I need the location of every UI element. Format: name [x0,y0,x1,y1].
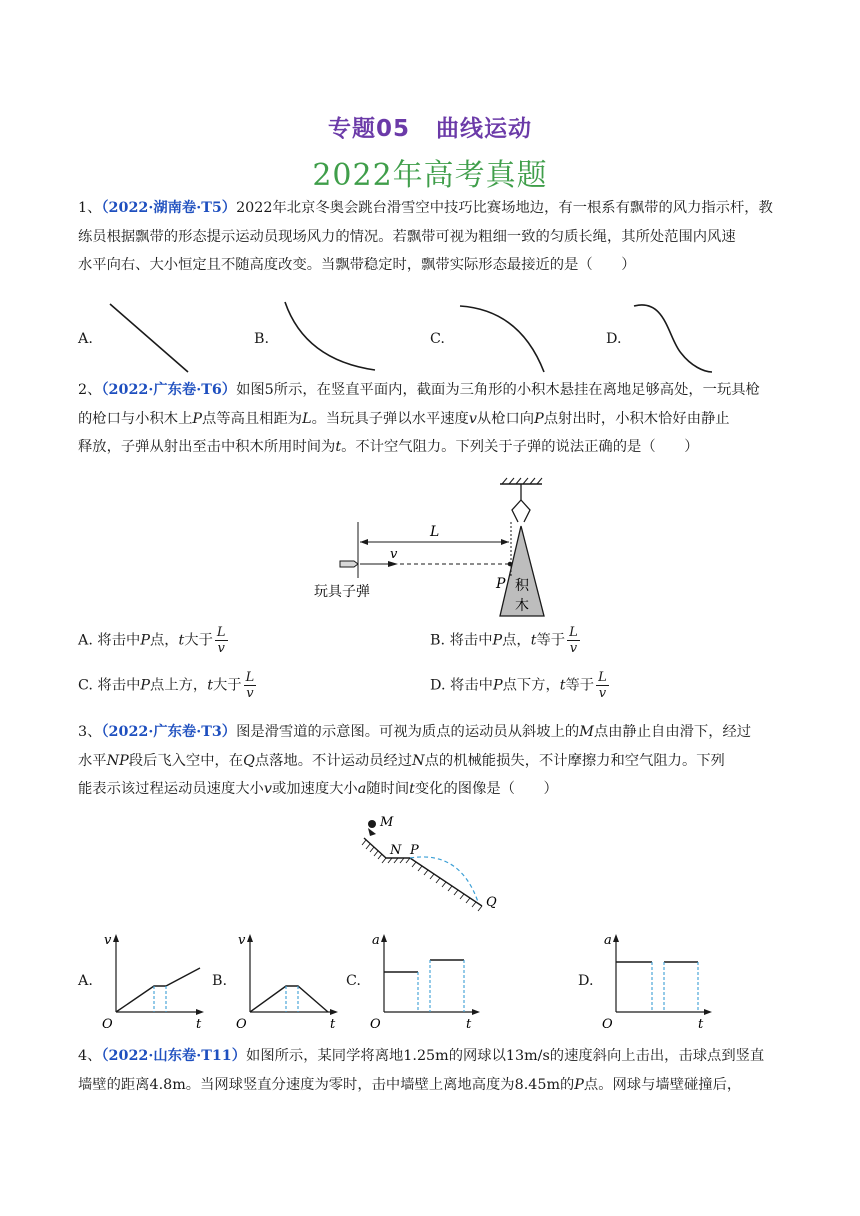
toy-bullet [340,561,358,567]
question-2-option-d: D. 将击中P点下方，t等于 $\frac{L}{v}$ [430,670,607,701]
svg-text:P: P [496,576,506,592]
question-1-option-a-label: A. [78,331,93,347]
question-1-option-d-label: D. [606,331,622,347]
svg-text:a: a [604,933,612,948]
svg-text:t: t [330,1017,336,1030]
question-1-option-a-figure [100,298,200,378]
question-3-option-a-label: A. [78,973,93,989]
question-3-option-c-graph [366,930,486,1030]
svg-text:M: M [380,815,394,830]
question-3-source-tag: （2022·广东卷·T3） [101,724,237,740]
skier-icon [368,820,376,828]
question-2-option-b: B. 将击中P点，t等于 $\frac{L}{v}$ [430,625,578,656]
svg-text:O: O [102,1017,113,1030]
question-4-source-tag: （2022·山东卷·T11） [101,1048,247,1064]
question-1-option-c-figure [450,298,560,378]
svg-text:v: v [390,547,398,562]
svg-text:O: O [602,1017,613,1030]
question-3-option-d-label: D. [578,973,594,989]
svg-text:Q: Q [486,895,497,910]
question-2-source-tag: （2022·广东卷·T6） [101,382,237,398]
svg-text:t: t [196,1017,202,1030]
svg-text:v: v [104,933,112,948]
page-title: 专题05 曲线运动 [327,116,532,142]
question-2-figure [300,476,570,626]
svg-text:a: a [372,933,380,948]
svg-text:玩具子弹: 玩具子弹 [314,584,370,600]
question-1-option-b-label: B. [254,331,270,347]
question-3-option-c-label: C. [346,973,361,989]
page-subtitle: 2022年高考真题 [312,158,548,193]
svg-text:木: 木 [515,598,529,614]
question-2-option-a: A. 将击中P点，t大于 $\frac{L}{v}$ [78,625,226,656]
question-3-option-b-graph [232,930,342,1030]
question-1-option-b-figure [275,298,385,378]
svg-text:v: v [238,933,246,948]
svg-text:O: O [236,1017,247,1030]
svg-text:N: N [390,843,402,858]
svg-text:积: 积 [515,578,529,594]
question-3-text: 3、（2022·广东卷·T3）图是滑雪道的示意图。可视为质点的运动员从斜坡上的M点由静止自由滑下，经过 水平NP段后飞入空中，在Q点落地。不计运动员经过N点的机械能损失，不计摩擦力和空气阻力。下列 能表示该过程运动员速度大小v或加速度大小a随时间t变化的图像是（ ） [78,724,752,797]
question-1-text: 1、（2022·湖南卷·T5）2022年北京冬奥会跳台滑雪空中技巧比赛场地边，有一根系有飘带的风力指示杆，教 练员根据飘带的形态提示运动员现场风力的情况。若飘带可视为粗细一致的匀质长绳，其所处范围内风速 水平向右、大小恒定且不随高度改变。当飘带稳定时，飘带实际形态最接近的是（ ） [78,200,773,273]
svg-text:O: O [370,1017,381,1030]
question-3-ski-slope-figure [350,812,510,922]
svg-text:P: P [410,843,419,858]
svg-text:t: t [466,1017,472,1030]
question-2-text: 2、（2022·广东卷·T6）如图5所示，在竖直平面内，截面为三角形的小积木悬挂在离地足够高处，一玩具枪 的枪口与小积木上P点等高且相距为L。当玩具子弹以水平速度v从枪口向P点射出时，小积木恰好由静止 释放，子弹从射出至击中积木所用时间为t。不计空气阻力。下列关于子弹的说法正确的是（ ） [78,382,760,455]
question-3-option-d-graph [598,930,718,1030]
question-3-option-a-graph [98,930,208,1030]
svg-text:L: L [430,524,440,540]
question-3-option-b-label: B. [212,973,228,989]
question-2-option-c: C. 将击中P点上方，t大于 $\frac{L}{v}$ [78,670,255,701]
question-1-option-c-label: C. [430,331,445,347]
question-1-option-d-figure [626,298,726,378]
question-4-text: 4、（2022·山东卷·T11）如图所示，某同学将离地1.25m的网球以13m/s的速度斜向上击出，击球点到竖直 墙壁的距离4.8m。当网球竖直分速度为零时，击中墙壁上离地高度为8.45m的P点。网球与墙壁碰撞后， [78,1048,765,1093]
question-1-source-tag: （2022·湖南卷·T5） [101,200,237,216]
svg-text:t: t [698,1017,704,1030]
